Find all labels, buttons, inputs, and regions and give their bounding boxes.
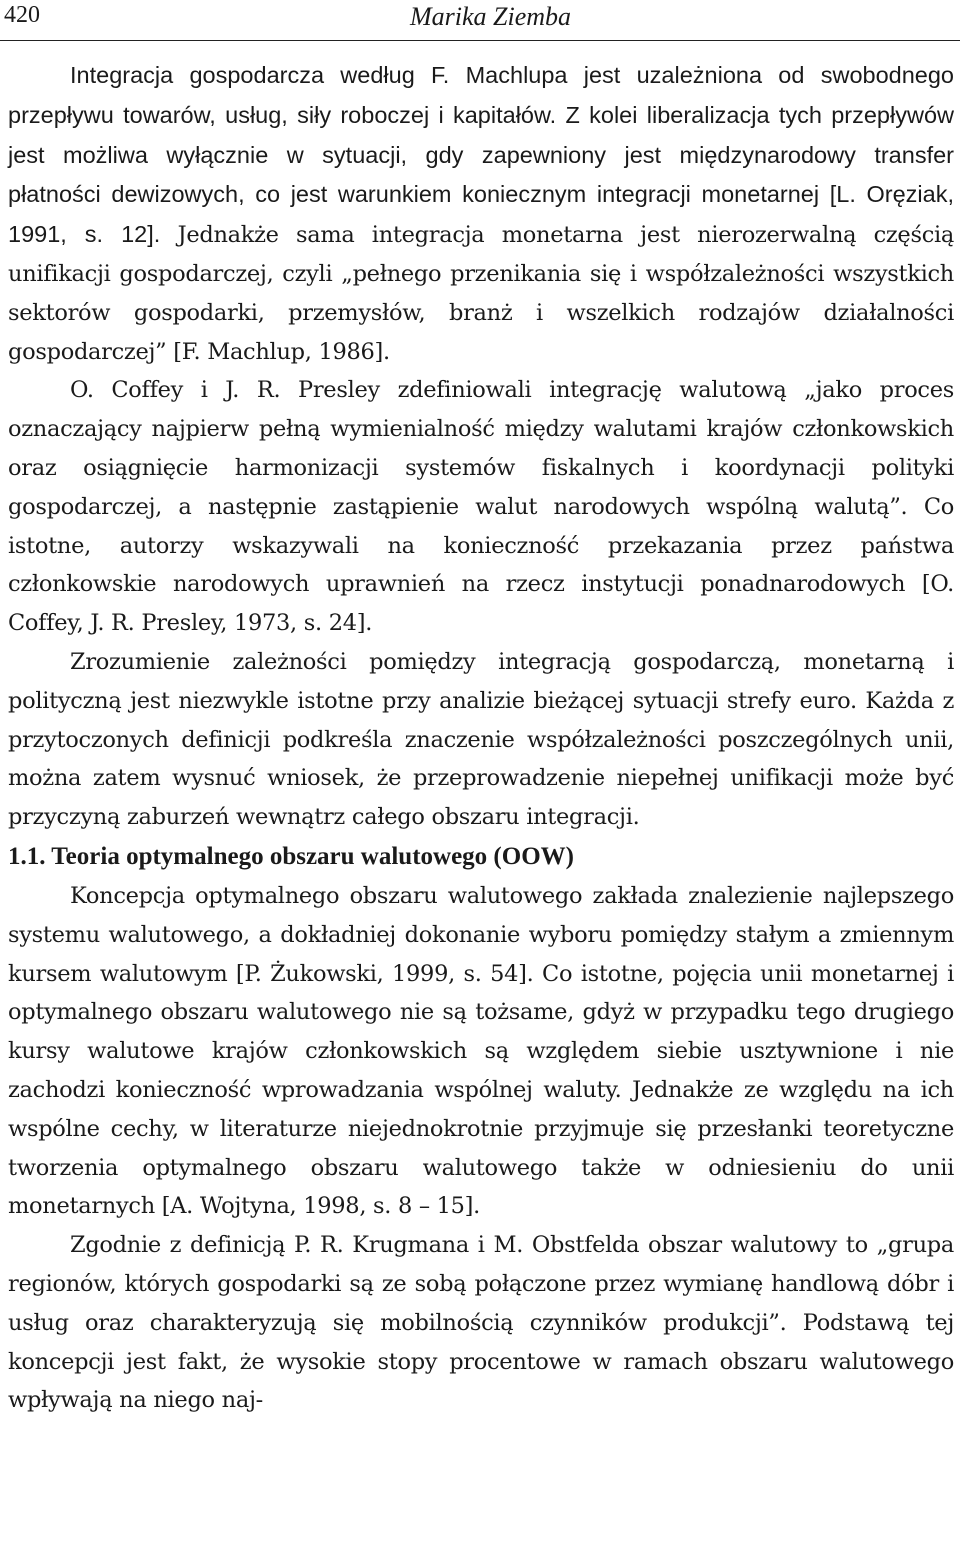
paragraph-coffey-presley: O. Coffey i J. R. Presley zdefiniowali integrację walutową „jako proces oznaczający najpierw pełną wymienialność między walutami krajów członkowskich oraz osiągnięcie harmonizacji systemów fiskalnych i koordynacji polityki gospodarczej, a następnie zastąpienie walut narodowych wspólną walutą”. Co istotne, autorzy wskazywali na konieczność przekazania przez państwa członkowskie narodowych uprawnień na rzecz instytucji ponadnarodowych [O. Coffey, J. R. Presley, 1973, s. 24].	[8, 377, 954, 637]
page-body	[8, 56, 954, 1420]
paragraph-integration-definition	[8, 56, 954, 371]
paragraph-understanding-dependencies: Zrozumienie zależności pomiędzy integracją gospodarczą, monetarną i polityczną jest niezwykle istotne przy analizie bieżącej sytuacji strefy euro. Każda z przytoczonych definicji podkreśla znaczenie współzależności poszczególnych unii, można zatem wysnuć wniosek, że przeprowadzenie niepełnej unifikacji może być przyczyną zaburzeń wewnątrz całego obszaru integracji.	[8, 648, 954, 831]
paragraph-krugman-obstfeld: Zgodnie z definicją P. R. Krugmana i M. Obstfelda obszar walutowy to „grupa regionów, których gospodarki są ze sobą połączone przez wymianę handlową dóbr i usług oraz charakteryzują się mobilnością czynników produkcji”. Podstawą tej koncepcji jest fakt, że wysokie stopy procentowe w ramach obszaru walutowego wpływają na niego naj-	[8, 1232, 954, 1414]
page-number: 420	[4, 2, 40, 28]
section-heading: 1.1. Teoria optymalnego obszaru walutowego (OOW)	[8, 842, 574, 870]
paragraph-oca-concept: Koncepcja optymalnego obszaru walutowego zakłada znalezienie najlepszego systemu walutowego, a dokładniej dokonanie wyboru pomiędzy stałym a zmiennym kursem walutowym [P. Żukowski, 1999, s. 54]. Co istotne, pojęcia unii monetarnej i optymalnego obszaru walutowego nie są tożsame, gdyż w przypadku tego drugiego kursy walutowe krajów członkowskich są względem siebie usztywnione i nie zachodzi konieczność wprowadzania wspólnej waluty. Jednakże ze względu na ich wspólne cechy, w literaturze niejednokrotnie przyjmuje się przesłanki teoretyczne tworzenia optymalnego obszaru walutowego także w odniesieniu do unii monetarnych [A. Wojtyna, 1998, s. 8 – 15].	[8, 882, 954, 1220]
paragraph-text-sans: Integracja gospodarcza według F. Machlupa jest uzależniona od swobodnego przepływu towarów, usług, siły roboczej i kapitałów. Z kolei liberalizacja tych przepływów jest możliwa wyłącznie w sytuacji, gdy zapewniony jest międzynarodowy transfer płatności dewizowych, co jest warunkiem koniecznym integracji monetarnej [L. Oręziak, 1991, s. 12].	[8, 62, 954, 248]
paragraph-text-serif: Jednakże sama integracja monetarna jest nierozerwalną częścią unifikacji gospodarczej, czyli „pełnego przenikania się i współzależności wszystkich sektorów gospodarki, przemysłów, branż i wszelkich rodzajów działalności gospodarczej” [F. Machlup, 1986].	[8, 222, 955, 365]
running-head-author: Marika Ziemba	[410, 2, 572, 31]
page-header	[0, 0, 960, 41]
